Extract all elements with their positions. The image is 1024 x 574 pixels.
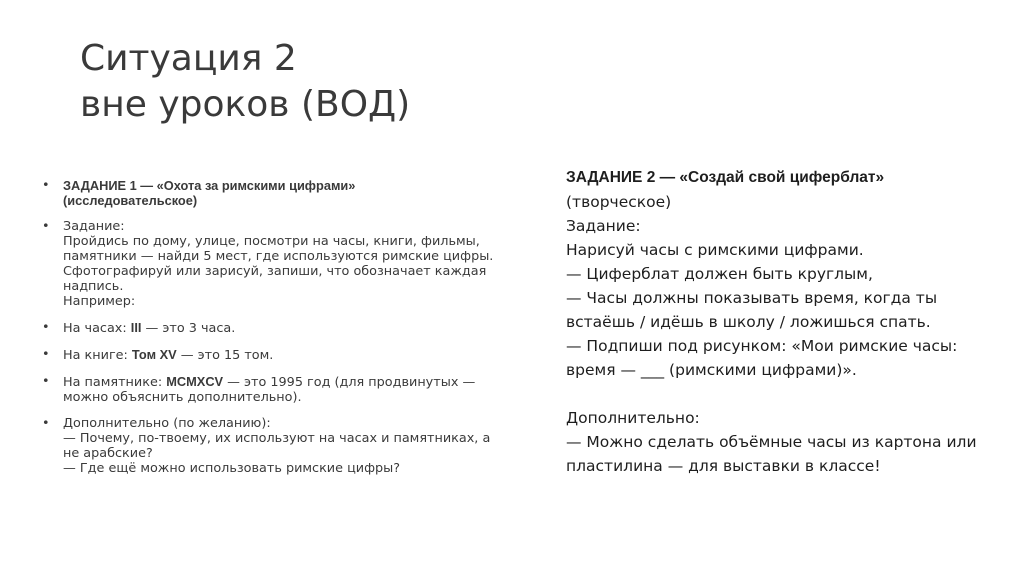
example-prefix: На книге: [63,348,132,363]
example-suffix: — это 3 часа. [141,321,236,336]
task-1-heading: ЗАДАНИЕ 1 — «Охота за римскими цифрами» [63,178,356,193]
task-2-type: (творческое) [566,193,672,211]
example-label: Например: [63,294,136,309]
example-book-item [42,347,522,363]
slide-title [80,36,680,128]
extra-question: — Где ещё можно использовать римские цифры? [63,461,401,476]
task-1-type: (исследовательское) [63,193,198,208]
title-line-2: вне уроков (ВОД) [80,84,411,125]
example-roman: III [130,320,142,335]
task-2-text-line: — Часы должны показывать время, когда ты [566,289,938,307]
example-roman: Том XV [131,347,177,362]
task-2-text-line: — Циферблат должен быть круглым, [566,265,873,283]
task-2-assignment-label: Задание: [566,217,641,235]
bullet-icon: • [42,374,50,389]
task-2-text-line: Нарисуй часы с римскими цифрами. [566,241,864,259]
assignment-label: Задание: [63,219,125,234]
task-2-extra-line: — Можно сделать объёмные часы из картона или [566,433,977,451]
example-suffix: — это 15 том. [176,348,274,363]
bullet-icon: • [42,178,50,193]
task-1-column [42,178,522,487]
example-clock [63,320,522,336]
example-book [63,347,522,363]
task-1-heading-item [42,178,522,208]
assignment-text-line: Пройдись по дому, улице, посмотри на часы, книги, фильмы, [63,234,480,249]
extra-item [42,416,522,476]
title-line-1: Ситуация 2 [80,38,297,79]
task-2-text-line: — Подпиши под рисунком: «Мои римские часы: [566,337,958,355]
task-2-heading: ЗАДАНИЕ 2 — «Создай свой циферблат» [566,169,885,186]
example-suffix: — это 1995 год (для продвинутых — [223,375,476,390]
bullet-icon: • [42,320,50,335]
assignment-text-line: памятники — найди 5 мест, где используются римские цифры. [63,249,494,264]
task-2-extra-label: Дополнительно: [566,409,700,427]
task-2-text-line: время — ___ (римскими цифрами)». [566,361,857,379]
task-1-assignment-item [42,219,522,309]
assignment-text-line: Сфотографируй или зарисуй, запиши, что обозначает каждая [63,264,487,279]
example-prefix: На памятнике: [63,375,167,390]
example-prefix: На часах: [63,321,131,336]
example-monument [63,374,522,390]
example-monument-line-2: можно объяснить дополнительно). [63,390,302,405]
bullet-icon: • [42,347,50,362]
task-2-column [566,166,996,478]
extra-question: — Почему, по-твоему, их используют на часах и памятниках, а [63,431,491,446]
bullet-icon: • [42,416,50,431]
extra-label: Дополнительно (по желанию): [63,416,271,431]
example-monument-item [42,374,522,405]
task-2-extra-line: пластилина — для выставки в классе! [566,457,881,475]
task-2-text-line: встаёшь / идёшь в школу / ложишься спать. [566,313,931,331]
extra-question: не арабские? [63,446,153,461]
example-roman: MCMXCV [166,374,224,389]
bullet-icon: • [42,219,50,234]
assignment-text-line: надпись. [63,279,124,294]
spacer [566,382,996,406]
example-clock-item [42,320,522,336]
